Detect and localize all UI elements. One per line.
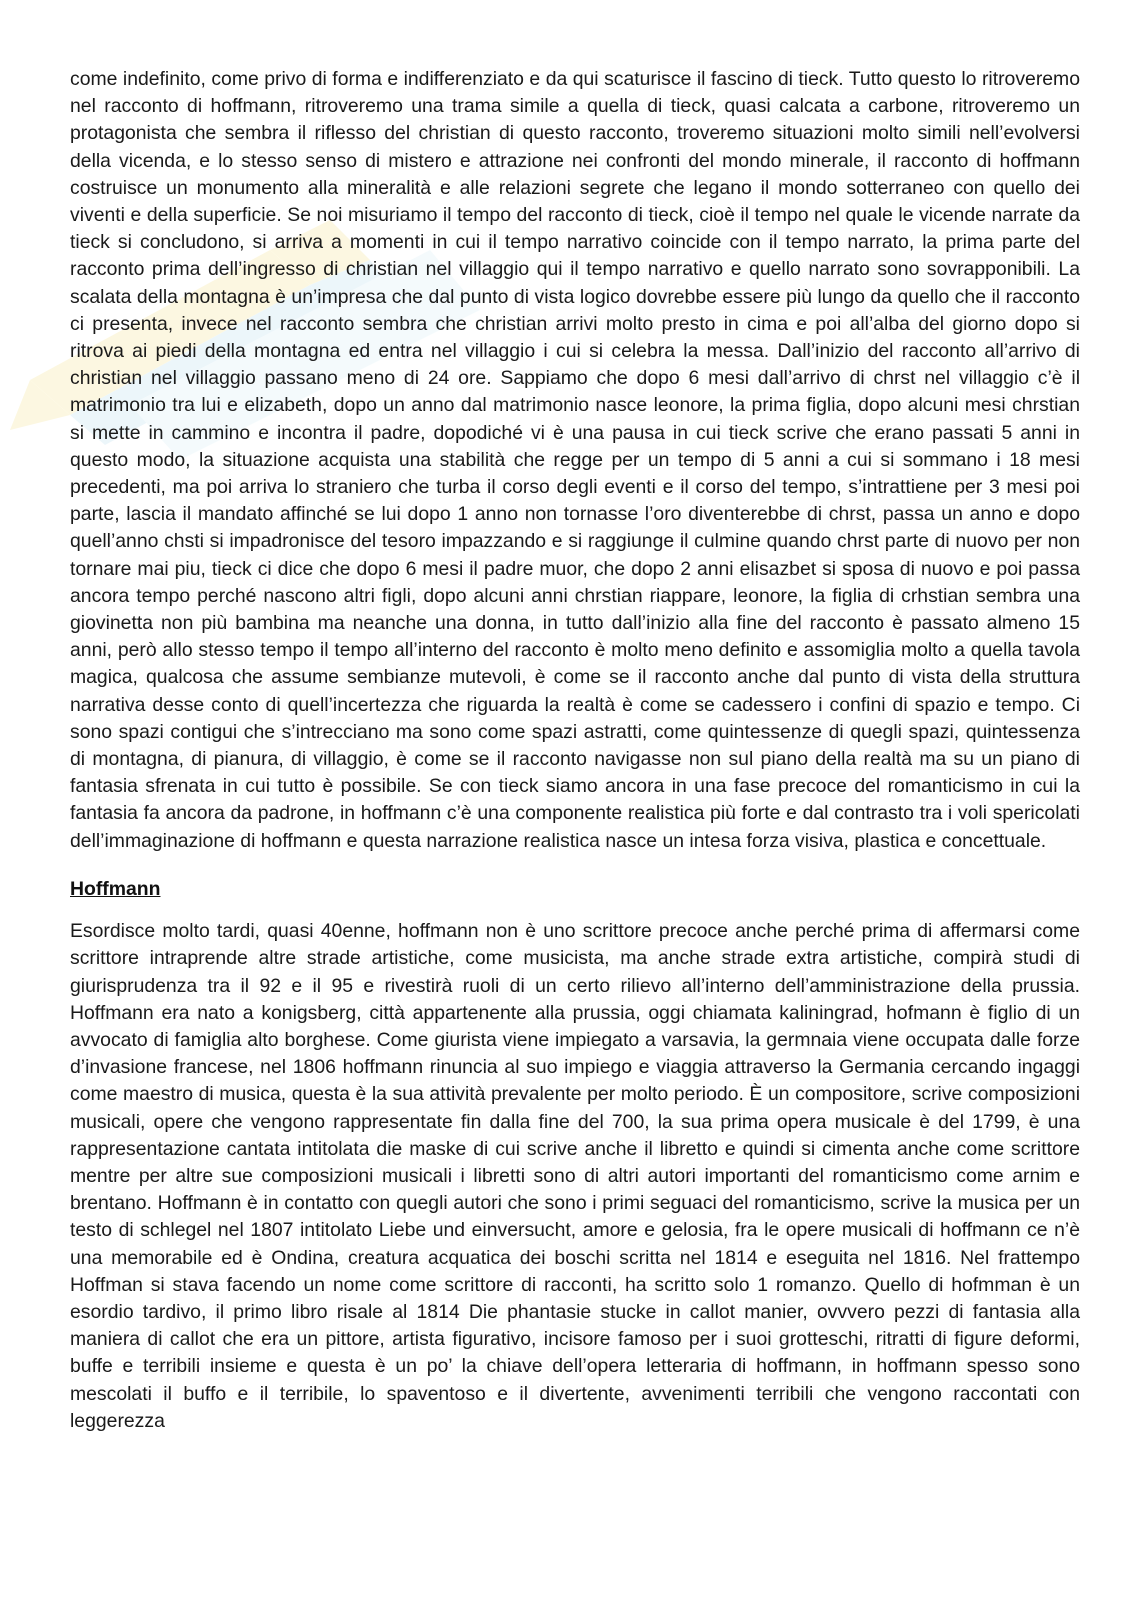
document-body	[70, 66, 1080, 1435]
paragraph-hoffmann-biography: Esordisce molto tardi, quasi 40enne, hoffmann non è uno scrittore precoce anche perché prima di affermarsi come scrittore intraprende altre strade artistiche, come musicista, ma anche strade extra artistiche, compirà studi di giurisprudenza tra il 92 e il 95 e rivestirà ruoli di un certo rilievo all’interno dell’amministrazione della prussia. Hoffmann era nato a konigsberg, città appartenente alla prussia, oggi chiamata kaliningrad, hofmann è figlio di un avvocato di famiglia alto borghese. Come giurista viene impiegato a varsavia, la germnaia viene occupata dalle forze d’invasione francese, nel 1806 hoffmann rinuncia al suo impiego e viaggia attraverso la Germania cercando ingaggi come maestro di musica, questa è la sua attività prevalente per molto periodo. È un compositore, scrive composizioni musicali, opere che vengono rappresentate fin dalla fine del 700, la sua prima opera musicale è del 1799, è una rappresentazione cantata intitolata die maske di cui scrive anche il libretto e quindi si cimenta anche come scrittore mentre per altre sue composizioni musicali i libretti sono di altri autori importanti del romanticismo come arnim e brentano. Hoffmann è in contatto con quegli autori che sono i primi seguaci del romanticismo, scrive la musica per un testo di schlegel nel 1807 intitolato Liebe und einversucht, amore e gelosia, fra le opere musicali di hoffmann ce n’è una memorabile ed è Ondina, creatura acquatica dei boschi scritta nel 1814 e eseguita nel 1816. Nel frattempo Hoffman si stava facendo un nome come scrittore di racconti, ha scritto solo 1 romanzo. Quello di hofmman è un esordio tardivo, il primo libro risale al 1814 Die phantasie stucke in callot manier, ovvvero pezzi di fantasia alla maniera di callot che era un pittore, artista figurativo, incisore famoso per i suoi grotteschi, ritratti di figure deformi, buffe e terribili insieme e questa è un po’ la chiave dell’opera letteraria di hoffmann, in hoffmann spesso sono mescolati il buffo e il terribile, lo spaventoso e il divertente, avvenimenti terribili che vengono raccontati con leggerezza	[70, 920, 1080, 1432]
paragraph-tieck-time: come indefinito, come privo di forma e indifferenziato e da qui scaturisce il fascino di tieck. Tutto questo lo ritroveremo nel racconto di hoffmann, ritroveremo una trama simile a quella di tieck, quasi calcata a carbone, ritroveremo un protagonista che sembra il riflesso del christian di questo racconto, troveremo situazioni molto simili nell’evolversi della vicenda, e lo stesso senso di mistero e attrazione nei confronti del mondo minerale, il racconto di hoffmann costruisce un monumento alla mineralità e alle relazioni segrete che legano il mondo sotterraneo con quello dei viventi e della superficie. Se noi misuriamo il tempo del racconto di tieck, cioè il tempo nel quale le vicende narrate da tieck si concludono, si arriva a momenti in cui il tempo narrativo coincide con il tempo narrato, la prima parte del racconto prima dell’ingresso di christian nel villaggio qui il tempo narrativo e quello narrato sono sovrapponibili. La scalata della montagna è un’impresa che dal punto di vista logico dovrebbe essere più lungo da quello che il racconto ci presenta, invece nel racconto sembra che christian arrivi molto presto in cima e poi all’alba del giorno dopo si ritrova ai piedi della montagna ed entra nel villaggio i cui si celebra la messa. Dall’inizio del racconto all’arrivo di christian nel villaggio passano meno di 24 ore. Sappiamo che dopo 6 mesi dall’arrivo di chrst nel villaggio c’è il matrimonio tra lui e elizabeth, dopo un anno dal matrimonio nasce leonore, la prima figlia, dopo alcuni mesi chrstian si mette in cammino e incontra il padre, dopodiché vi è una pausa in cui tieck scrive che erano passati 5 anni in questo modo, la situazione acquista una stabilità che regge per un tempo di 5 anni a cui si sommano i 18 mesi precedenti, ma poi arriva lo straniero che turba il corso degli eventi e il corso del tempo, s’intrattiene per 3 mesi poi parte, lascia il mandato affinché se lui dopo 1 anno non tornasse l’oro diventerebbe di chrst, passa un anno e dopo quell’anno chsti si impadronisce del tesoro impazzando e si raggiunge il culmine quando chrst parte di nuovo per non tornare mai piu, tieck ci dice che dopo 6 mesi il padre muor, che dopo 2 anni elisazbet si sposa di nuovo e poi passa ancora tempo perché nascono altri figli, dopo alcuni anni chrstian riappare, leonore, la figlia di crhstian sembra una giovinetta non più bambina ma neanche una donna, in tutto dall’inizio alla fine del racconto è passato almeno 15 anni, però allo stesso tempo il tempo all’interno del racconto è molto meno definito e assomiglia molto a quella tavola magica, qualcosa che assume sembianze mutevoli, è come se il racconto anche dal punto di vista della struttura narrativa desse conto di quell’incertezza che riguarda la realtà è come se cadessero i confini di spazio e tempo. Ci sono spazi contigui che s’intrecciano ma sono come spazi astratti, come quintessenze di quegli spazi, quintessenza di montagna, di pianura, di villaggio, è come se il racconto navigasse non sul piano della realtà ma su un piano di fantasia sfrenata in cui tutto è possibile. Se con tieck siamo ancora in una fase precoce del romanticismo in cui la fantasia fa ancora da padrone, in hoffmann c’è una componente realistica più forte e dal contrasto tra i voli spericolati dell’immaginazione di hoffmann e questa narrazione realistica nasce un intesa forza visiva, plastica e concettuale.	[70, 68, 1080, 852]
section-heading-hoffmann: Hoffmann	[70, 877, 161, 900]
